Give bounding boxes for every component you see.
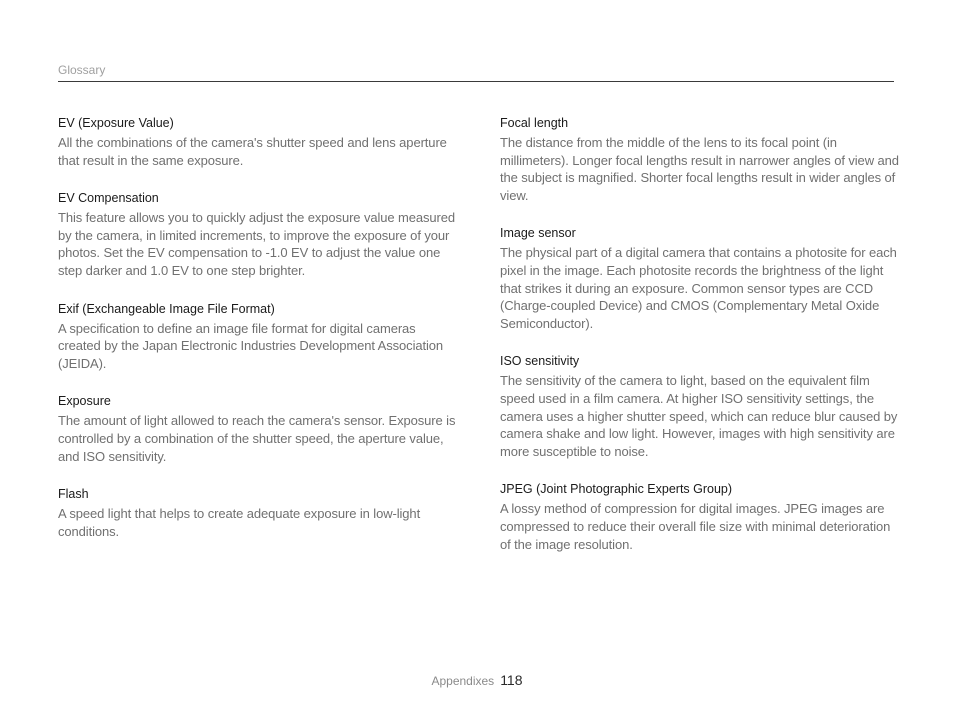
glossary-left-column — [58, 115, 458, 540]
glossary-term: Focal length — [500, 116, 569, 130]
glossary-definition: The amount of light allowed to reach the camera's sensor. Exposure is controlled by a combination of the shutter speed, the aperture value, and ISO sensitivity. — [58, 413, 456, 464]
glossary-definition: The physical part of a digital camera that contains a photosite for each pixel in the image. Each photosite records the brightness of the light that strikes it during an exposure. Common sensor types are CCD (Charge-coupled Device) and CMOS (Complementary Metal Oxide Semiconductor). — [500, 245, 897, 331]
footer-section-label: Appendixes — [431, 674, 495, 688]
glossary-entry-flash — [58, 486, 458, 540]
glossary-entry-exif — [58, 301, 458, 373]
glossary-term: EV Compensation — [58, 191, 159, 206]
glossary-entry-jpeg — [500, 481, 900, 553]
glossary-term: EV (Exposure Value) — [58, 116, 174, 130]
glossary-term: Exif (Exchangeable Image File Format) — [58, 301, 275, 316]
glossary-term: Image sensor — [500, 226, 576, 241]
glossary-term: ISO sensitivity — [500, 354, 580, 369]
glossary-definition: A lossy method of compression for digital images. JPEG images are compressed to reduce their overall file size with minimal deterioration of the image resolution. — [500, 501, 891, 552]
page-header — [58, 62, 894, 82]
glossary-right-column — [500, 115, 900, 553]
glossary-term: JPEG (Joint Photographic Experts Group) — [500, 482, 733, 497]
page-footer — [0, 672, 954, 690]
glossary-definition: A speed light that helps to create adequate exposure in low-light conditions. — [58, 506, 421, 539]
glossary-entry-focal-length — [500, 115, 900, 204]
page-number: 118 — [500, 672, 523, 688]
glossary-definition: This feature allows you to quickly adjust the exposure value measured by the camera, in limited increments, to improve the exposure of your photos. Set the EV compensation to -1.0 EV to adjust the value one step darker and 1.0 EV to one step brighter. — [58, 210, 456, 278]
glossary-entry-iso-sensitivity — [500, 353, 900, 460]
glossary-definition: The sensitivity of the camera to light, based on the equivalent film speed used in a film camera. At higher ISO sensitivity settings, the camera uses a higher shutter speed, which can reduce blur caused by camera shake and low light. However, images with high sensitivity are more susceptible to noise. — [500, 373, 898, 459]
glossary-term: Flash — [58, 487, 89, 502]
glossary-entry-image-sensor — [500, 225, 900, 332]
glossary-entry-ev — [58, 115, 458, 169]
glossary-definition: All the combinations of the camera's shutter speed and lens aperture that result in the same exposure. — [58, 135, 447, 168]
section-title: Glossary — [58, 63, 106, 77]
glossary-term: Exposure — [58, 394, 111, 409]
glossary-definition: A specification to define an image file format for digital cameras created by the Japan Electronic Industries Development Association (JEIDA). — [58, 320, 444, 371]
glossary-definition: The distance from the middle of the lens to its focal point (in millimeters). Longer focal lengths result in narrower angles of view and the subject is magnified. Shorter focal lengths result in wider angles of view. — [500, 135, 899, 203]
glossary-entry-exposure — [58, 393, 458, 465]
glossary-entry-ev-compensation — [58, 190, 458, 279]
